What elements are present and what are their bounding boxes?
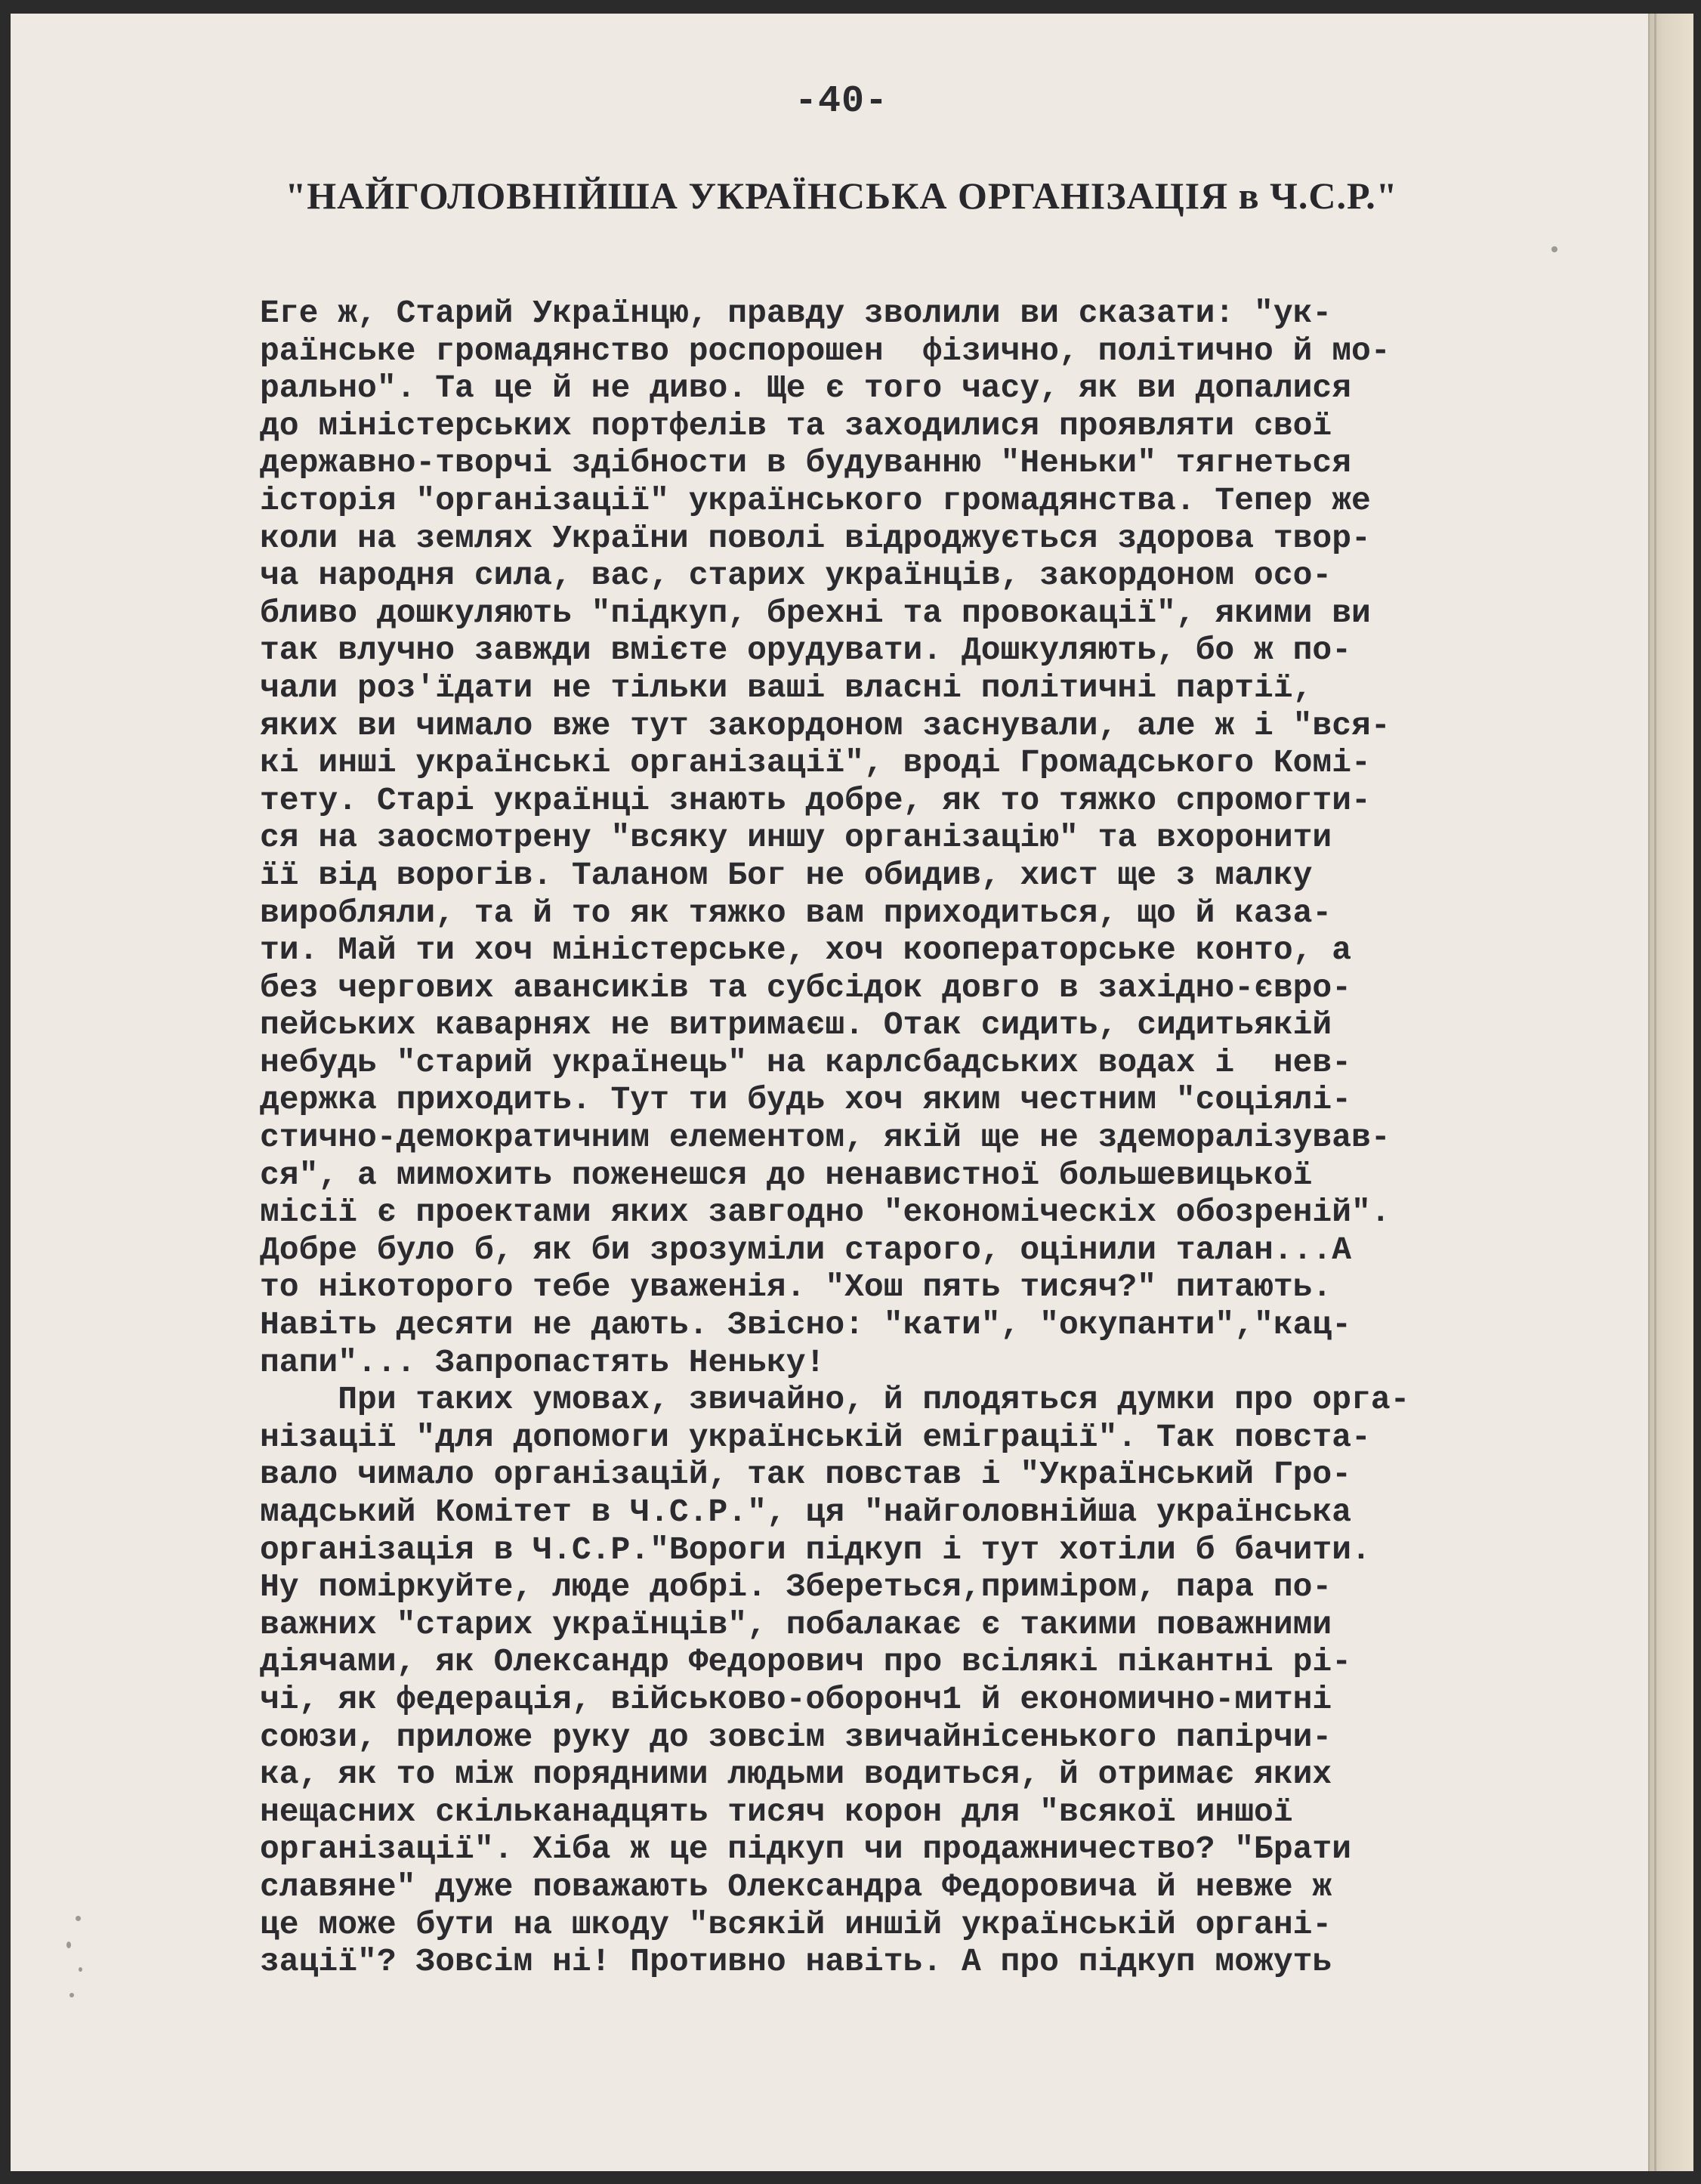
text-line: славяне" дуже поважають Олександра Федоровича й невже ж xyxy=(260,1867,1332,1905)
text-line: нещасних скільканадцять тисяч корон для "всякої иншої xyxy=(260,1793,1293,1830)
text-line: виробляли, та й то як тяжко вам приходиться, що й каза- xyxy=(260,894,1332,931)
text-line: стично-демократичним елементом, якій ще не здеморалізував- xyxy=(260,1119,1391,1157)
text-line: папи"... Запропастять Неньку! xyxy=(260,1343,826,1381)
text-line: до міністерських портфелів та заходилися проявляти свої xyxy=(260,406,1332,444)
document-page xyxy=(11,14,1693,2171)
text-line: без чергових авансиків та субсідок довго в західно-євро- xyxy=(260,968,1352,1006)
text-line: важних "старих українців", побалакає є такими поважними xyxy=(260,1605,1332,1643)
text-line: рально". Та це й не диво. Ще є того часу, як ви допалися xyxy=(260,369,1352,407)
text-line: чі, як федерація, військово-оборонч1 й економично-митні xyxy=(260,1680,1332,1718)
text-line: тету. Старі українці знають добре, як то тяжко спромогти- xyxy=(260,781,1371,819)
text-line: чали роз'їдати не тільки ваші власні політичні партії, xyxy=(260,669,1313,706)
text-line: При таких умовах, звичайно, й плодяться думки про орга- xyxy=(260,1381,1410,1419)
text-line: союзи, приложе руку до зовсім звичайнісенького папірчи- xyxy=(260,1718,1332,1756)
text-line: кі инші українські організації", вроді Громадського Комі- xyxy=(260,744,1371,782)
text-line: Добре було б, як би зрозуміли старого, оцінили талан...А xyxy=(260,1231,1352,1268)
text-line: її від ворогів. Таланом Бог не обидив, хист ще з малку xyxy=(260,856,1313,894)
text-line: яких ви чимало вже тут закордоном заснували, але ж і "вся- xyxy=(260,706,1391,744)
text-line: ча народня сила, вас, старих українців, закордоном осо- xyxy=(260,557,1332,595)
text-line: ся", а мимохить поженешся до ненавистної большевицької xyxy=(260,1156,1313,1194)
text-line: історія "організації" українського громадянства. Тепер же xyxy=(260,481,1371,519)
article-body xyxy=(260,295,1672,1981)
text-line: ти. Май ти хоч міністерське, хоч кооператорське конто, а xyxy=(260,931,1352,969)
text-line: Навіть десяти не дають. Звісно: "кати", "окупанти","кац- xyxy=(260,1306,1352,1344)
text-line: бливо дошкуляють "підкуп, брехні та провокації", якими ви xyxy=(260,594,1371,632)
text-line: державно-творчі здібности в будуванню "Неньки" тягнеться xyxy=(260,444,1352,482)
text-line: мадський Комітет в Ч.С.Р.", ця "найголовнійша українська xyxy=(260,1494,1352,1531)
scan-speck xyxy=(1551,246,1557,252)
text-line: коли на землях України поволі відроджується здорова твор- xyxy=(260,519,1371,557)
article-title: "НАЙГОЛОВНІЙША УКРАЇНСЬКА ОРГАНІЗАЦІЯ в Ч.С.Р." xyxy=(285,175,1398,217)
text-line: це може бути на шкоду "всякій иншій українській органі- xyxy=(260,1905,1332,1943)
page-number: -40- xyxy=(794,80,889,123)
scan-speck xyxy=(76,1916,81,1921)
text-line: нізації "для допомоги українській еміграції". Так повста- xyxy=(260,1418,1371,1456)
text-line: то нікоторого тебе уваженія. "Хош пять тисяч?" питають. xyxy=(260,1268,1332,1306)
text-line: Ну поміркуйте, люде добрі. Збереться,приміром, пара по- xyxy=(260,1568,1332,1606)
text-line: місії є проектами яких завгодно "економіческіх обозреній". xyxy=(260,1194,1391,1231)
text-line: так влучно завжди вмієте орудувати. Дошкуляють, бо ж по- xyxy=(260,632,1352,669)
scan-speck xyxy=(69,1993,74,1997)
text-line: ка, як то між порядними людьми водиться, й отримає яких xyxy=(260,1756,1332,1793)
scan-speck xyxy=(66,1942,71,1948)
text-line: вало чимало організацій, так повстав і "Український Гро- xyxy=(260,1456,1352,1494)
text-line: раїнське громадянство роспорошен фізично, політично й мо- xyxy=(260,332,1391,369)
text-line: організації". Хіба ж це підкуп чи продажничество? "Брати xyxy=(260,1830,1352,1868)
text-line: Еге ж, Старий Українцю, правду зволили ви сказати: "ук- xyxy=(260,295,1332,332)
text-line: держка приходить. Тут ти будь хоч яким честним "соціялі- xyxy=(260,1081,1352,1119)
text-line: організація в Ч.С.Р."Вороги підкуп і тут хотіли б бачити. xyxy=(260,1531,1371,1568)
text-line: ся на заосмотрену "всяку иншу організацію" та вхоронити xyxy=(260,819,1332,857)
scan-speck xyxy=(79,1967,82,1972)
text-line: небудь "старий українець" на карлсбадських водах і нев- xyxy=(260,1043,1352,1081)
text-line: діячами, як Олександр Федорович про всілякі пікантні рі- xyxy=(260,1643,1352,1681)
text-line: пейських каварнях не витримаєш. Отак сидить, сидитьякій xyxy=(260,1006,1332,1044)
text-line: зації"? Зовсім ні! Противно навіть. А про підкуп можуть xyxy=(260,1943,1332,1981)
